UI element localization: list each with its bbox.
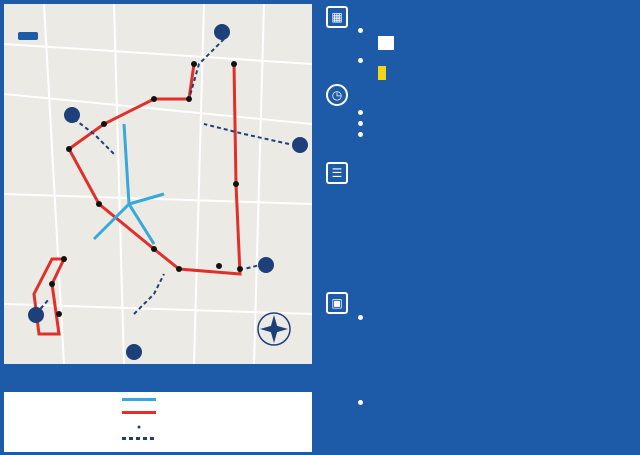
plan-trial [358, 26, 628, 36]
legend-item-asian-games [122, 411, 162, 414]
feeder-intro [358, 398, 633, 408]
right-panel [318, 0, 640, 455]
route-icon: ☰ [326, 162, 348, 184]
plan-trial-dates [378, 38, 638, 49]
section-time-header [326, 84, 354, 106]
dot-icon: ● [136, 424, 142, 431]
red-line-icon [122, 411, 156, 414]
dashed-line-icon [122, 437, 156, 440]
calendar-icon: ▦ [326, 6, 348, 28]
plan-apply-date [378, 68, 638, 79]
clock-icon: ◷ [326, 84, 348, 106]
legend-item-intersection [122, 424, 162, 431]
bus-intro [358, 313, 633, 323]
route-cyan [94, 124, 164, 244]
map[interactable] [4, 4, 312, 364]
route-badge-2 [126, 344, 142, 360]
section-routes-header [326, 162, 354, 184]
feeder-list [366, 410, 636, 430]
route-badge-5 [258, 257, 274, 273]
plan-apply [358, 56, 628, 66]
left-panel [0, 0, 315, 455]
compass-icon [258, 313, 290, 345]
route-badge-4 [28, 307, 44, 323]
map-title [18, 32, 38, 40]
time-hours [358, 119, 628, 129]
map-graphic [4, 4, 312, 364]
route-badge-1 [292, 137, 308, 153]
route-badge-6 [64, 107, 80, 123]
route-badge-3 [214, 24, 230, 40]
legend-item-alt-route [122, 437, 162, 440]
section-bus-header [326, 292, 354, 314]
section-plan-header [326, 6, 354, 28]
time-days [358, 108, 628, 118]
legend [4, 392, 312, 452]
legend-item-existing [122, 398, 162, 401]
bus-icon: ▣ [326, 292, 348, 314]
time-rule [358, 130, 633, 150]
cyan-line-icon [122, 398, 156, 401]
